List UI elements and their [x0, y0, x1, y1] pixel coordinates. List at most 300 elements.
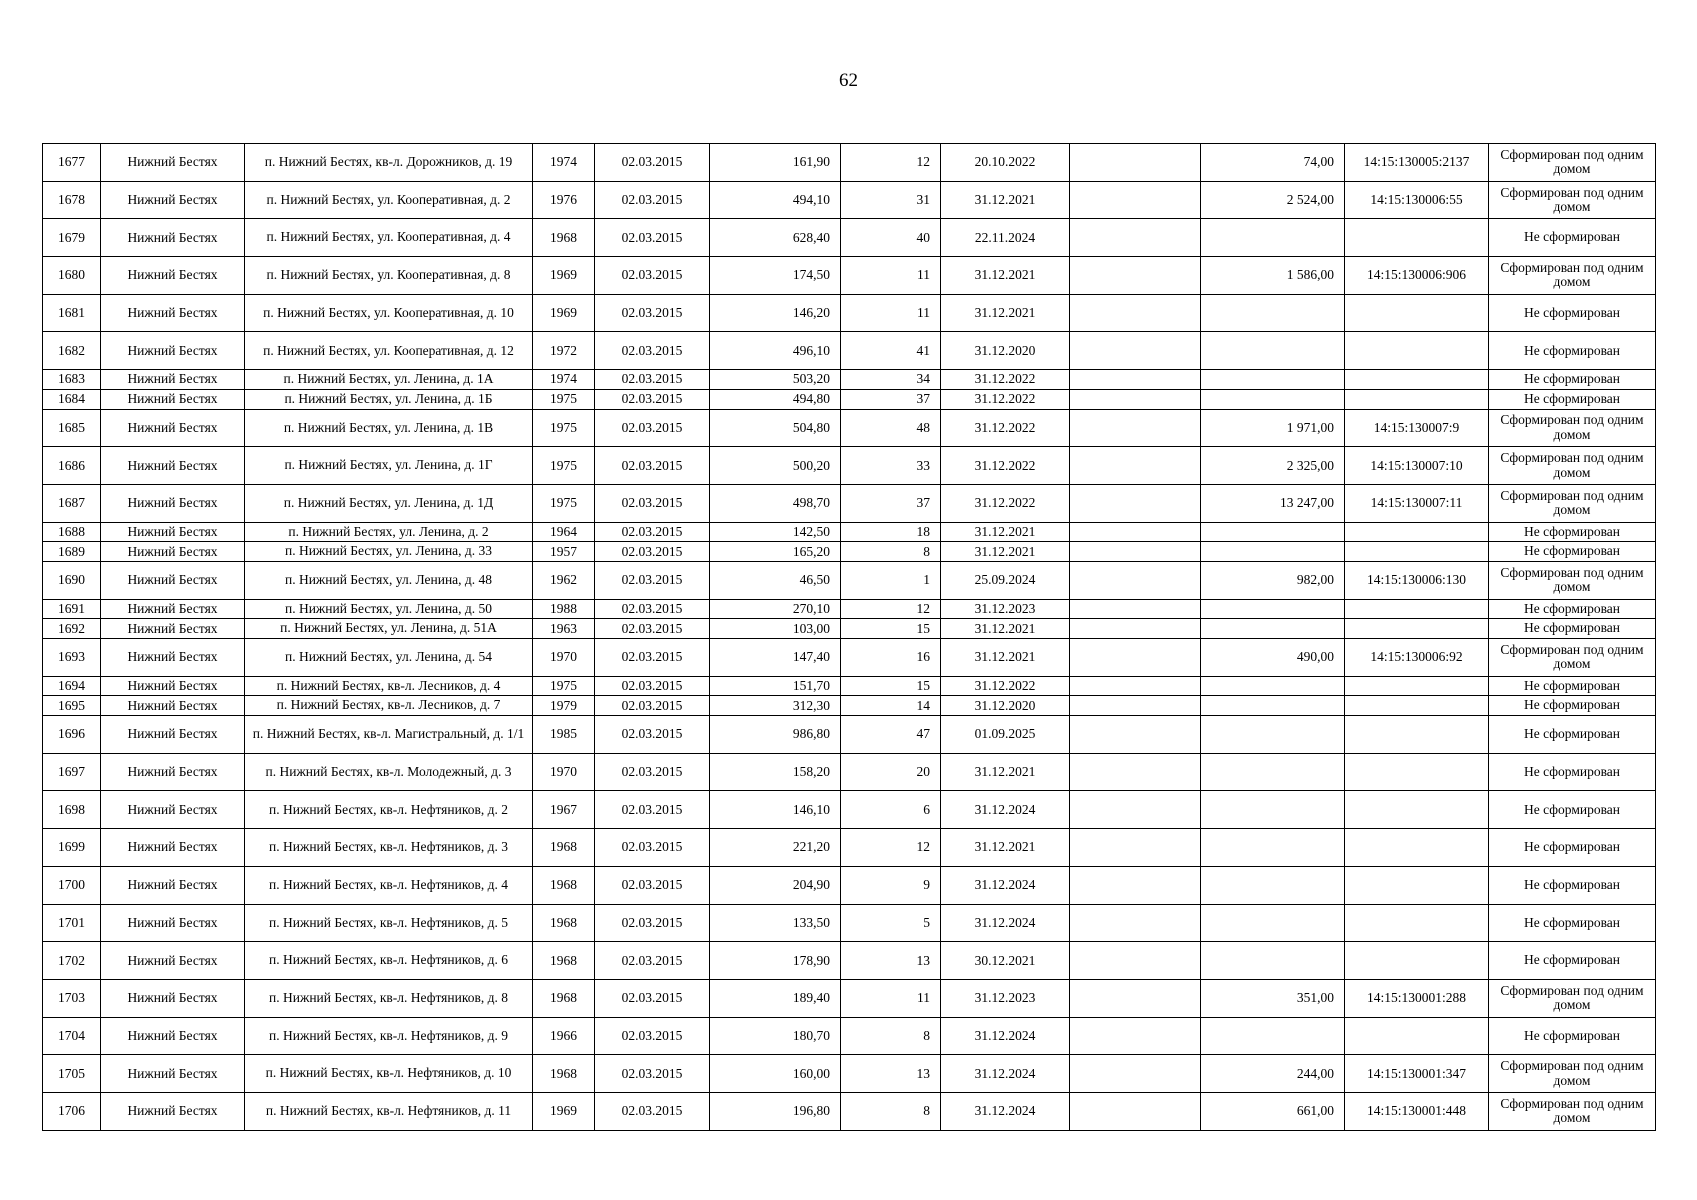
cell-planned-resettlement-date: 31.12.2022	[941, 447, 1070, 485]
cell-row-number: 1706	[43, 1092, 101, 1130]
cell-cadastral-number: 14:15:130006:92	[1345, 639, 1489, 677]
cell-residents: 18	[841, 522, 941, 542]
cell-build-year: 1970	[533, 753, 595, 791]
cell-residents: 15	[841, 619, 941, 639]
cell-planned-resettlement-date: 31.12.2021	[941, 294, 1070, 332]
table-row	[43, 619, 1656, 639]
cell-address: п. Нижний Бестях, кв-л. Нефтяников, д. 11	[245, 1092, 533, 1130]
cell-land-area: 244,00	[1201, 1055, 1345, 1093]
cell-planned-resettlement-date: 31.12.2022	[941, 484, 1070, 522]
cell-residents: 34	[841, 370, 941, 390]
cell-land-area: 1 971,00	[1201, 409, 1345, 447]
cell-row-number: 1699	[43, 829, 101, 867]
cell-planned-resettlement-date: 31.12.2023	[941, 599, 1070, 619]
cell-locality: Нижний Бестях	[101, 219, 245, 257]
cell-recognition-date: 02.03.2015	[595, 181, 710, 219]
cell-actual-resettlement-date	[1070, 753, 1201, 791]
cell-land-status: Не сформирован	[1489, 753, 1656, 791]
cell-actual-resettlement-date	[1070, 370, 1201, 390]
cell-planned-resettlement-date: 31.12.2023	[941, 979, 1070, 1017]
cell-locality: Нижний Бестях	[101, 942, 245, 980]
cell-row-number: 1680	[43, 257, 101, 295]
cell-build-year: 1972	[533, 332, 595, 370]
cell-actual-resettlement-date	[1070, 942, 1201, 980]
cell-row-number: 1698	[43, 791, 101, 829]
cell-address: п. Нижний Бестях, кв-л. Нефтяников, д. 2	[245, 791, 533, 829]
cell-locality: Нижний Бестях	[101, 866, 245, 904]
cell-residents: 8	[841, 542, 941, 562]
cell-locality: Нижний Бестях	[101, 639, 245, 677]
cell-land-status: Сформирован под одним домом	[1489, 1055, 1656, 1093]
cell-locality: Нижний Бестях	[101, 1092, 245, 1130]
cell-recognition-date: 02.03.2015	[595, 409, 710, 447]
cell-recognition-date: 02.03.2015	[595, 676, 710, 696]
cell-planned-resettlement-date: 31.12.2024	[941, 1017, 1070, 1055]
cell-locality: Нижний Бестях	[101, 619, 245, 639]
cell-build-year: 1968	[533, 942, 595, 980]
cell-land-status: Не сформирован	[1489, 370, 1656, 390]
cell-recognition-date: 02.03.2015	[595, 696, 710, 716]
cell-land-status: Сформирован под одним домом	[1489, 144, 1656, 182]
table-row	[43, 753, 1656, 791]
table-row	[43, 904, 1656, 942]
cell-cadastral-number	[1345, 389, 1489, 409]
cell-planned-resettlement-date: 22.11.2024	[941, 219, 1070, 257]
table-row	[43, 1055, 1656, 1093]
cell-build-year: 1988	[533, 599, 595, 619]
cell-land-area	[1201, 904, 1345, 942]
cell-build-year: 1969	[533, 1092, 595, 1130]
cell-locality: Нижний Бестях	[101, 181, 245, 219]
cell-land-status: Не сформирован	[1489, 522, 1656, 542]
cell-land-status: Не сформирован	[1489, 1017, 1656, 1055]
cell-area: 174,50	[710, 257, 841, 295]
cell-land-area: 13 247,00	[1201, 484, 1345, 522]
cell-row-number: 1688	[43, 522, 101, 542]
cell-row-number: 1697	[43, 753, 101, 791]
cell-recognition-date: 02.03.2015	[595, 791, 710, 829]
cell-actual-resettlement-date	[1070, 144, 1201, 182]
cell-locality: Нижний Бестях	[101, 753, 245, 791]
cell-land-status: Не сформирован	[1489, 389, 1656, 409]
cell-row-number: 1700	[43, 866, 101, 904]
table-row	[43, 370, 1656, 390]
cell-address: п. Нижний Бестях, ул. Кооперативная, д. 12	[245, 332, 533, 370]
cell-build-year: 1964	[533, 522, 595, 542]
cell-recognition-date: 02.03.2015	[595, 257, 710, 295]
cell-recognition-date: 02.03.2015	[595, 942, 710, 980]
cell-address: п. Нижний Бестях, ул. Ленина, д. 50	[245, 599, 533, 619]
cell-recognition-date: 02.03.2015	[595, 389, 710, 409]
cell-address: п. Нижний Бестях, ул. Ленина, д. 1Г	[245, 447, 533, 485]
cell-build-year: 1985	[533, 716, 595, 754]
cell-locality: Нижний Бестях	[101, 370, 245, 390]
cell-land-area: 351,00	[1201, 979, 1345, 1017]
cell-land-area	[1201, 542, 1345, 562]
cell-planned-resettlement-date: 31.12.2022	[941, 389, 1070, 409]
cell-actual-resettlement-date	[1070, 829, 1201, 867]
table-row	[43, 791, 1656, 829]
cell-planned-resettlement-date: 31.12.2024	[941, 1055, 1070, 1093]
cell-area: 133,50	[710, 904, 841, 942]
cell-area: 204,90	[710, 866, 841, 904]
cell-recognition-date: 02.03.2015	[595, 716, 710, 754]
table-body	[43, 144, 1656, 1131]
cell-row-number: 1689	[43, 542, 101, 562]
cell-cadastral-number	[1345, 542, 1489, 562]
cell-land-status: Не сформирован	[1489, 294, 1656, 332]
cell-planned-resettlement-date: 31.12.2024	[941, 904, 1070, 942]
table-row	[43, 1017, 1656, 1055]
cell-land-area	[1201, 753, 1345, 791]
cell-recognition-date: 02.03.2015	[595, 1055, 710, 1093]
cell-area: 986,80	[710, 716, 841, 754]
cell-actual-resettlement-date	[1070, 904, 1201, 942]
cell-planned-resettlement-date: 31.12.2021	[941, 829, 1070, 867]
cell-residents: 11	[841, 979, 941, 1017]
cell-address: п. Нижний Бестях, кв-л. Нефтяников, д. 3	[245, 829, 533, 867]
cell-land-area	[1201, 1017, 1345, 1055]
table-row	[43, 409, 1656, 447]
cell-build-year: 1968	[533, 219, 595, 257]
cell-land-status: Сформирован под одним домом	[1489, 639, 1656, 677]
cell-land-status: Не сформирован	[1489, 542, 1656, 562]
table-row	[43, 257, 1656, 295]
cell-cadastral-number	[1345, 1017, 1489, 1055]
table-row	[43, 181, 1656, 219]
cell-land-area	[1201, 942, 1345, 980]
cell-land-area: 661,00	[1201, 1092, 1345, 1130]
table-row	[43, 219, 1656, 257]
cell-address: п. Нижний Бестях, ул. Кооперативная, д. 2	[245, 181, 533, 219]
cell-build-year: 1979	[533, 696, 595, 716]
cell-recognition-date: 02.03.2015	[595, 144, 710, 182]
cell-planned-resettlement-date: 01.09.2025	[941, 716, 1070, 754]
cell-build-year: 1975	[533, 484, 595, 522]
cell-recognition-date: 02.03.2015	[595, 904, 710, 942]
cell-actual-resettlement-date	[1070, 484, 1201, 522]
cell-land-status: Сформирован под одним домом	[1489, 484, 1656, 522]
cell-residents: 12	[841, 829, 941, 867]
cell-land-status: Сформирован под одним домом	[1489, 561, 1656, 599]
cell-planned-resettlement-date: 31.12.2020	[941, 332, 1070, 370]
cell-actual-resettlement-date	[1070, 1092, 1201, 1130]
cell-address: п. Нижний Бестях, кв-л. Магистральный, д. 1/1	[245, 716, 533, 754]
cell-row-number: 1704	[43, 1017, 101, 1055]
cell-actual-resettlement-date	[1070, 791, 1201, 829]
cell-locality: Нижний Бестях	[101, 409, 245, 447]
housing-registry-table	[42, 143, 1656, 1131]
cell-recognition-date: 02.03.2015	[595, 1017, 710, 1055]
cell-actual-resettlement-date	[1070, 676, 1201, 696]
cell-area: 628,40	[710, 219, 841, 257]
cell-build-year: 1975	[533, 409, 595, 447]
cell-locality: Нижний Бестях	[101, 294, 245, 332]
cell-planned-resettlement-date: 31.12.2022	[941, 370, 1070, 390]
cell-locality: Нижний Бестях	[101, 904, 245, 942]
cell-build-year: 1969	[533, 257, 595, 295]
cell-address: п. Нижний Бестях, кв-л. Дорожников, д. 19	[245, 144, 533, 182]
cell-residents: 33	[841, 447, 941, 485]
table-row	[43, 542, 1656, 562]
cell-cadastral-number	[1345, 829, 1489, 867]
cell-row-number: 1695	[43, 696, 101, 716]
table-row	[43, 561, 1656, 599]
cell-cadastral-number	[1345, 791, 1489, 829]
cell-planned-resettlement-date: 31.12.2024	[941, 1092, 1070, 1130]
cell-planned-resettlement-date: 31.12.2021	[941, 257, 1070, 295]
cell-cadastral-number	[1345, 676, 1489, 696]
cell-actual-resettlement-date	[1070, 447, 1201, 485]
cell-residents: 12	[841, 599, 941, 619]
cell-land-area: 982,00	[1201, 561, 1345, 599]
cell-actual-resettlement-date	[1070, 294, 1201, 332]
cell-address: п. Нижний Бестях, ул. Кооперативная, д. 8	[245, 257, 533, 295]
cell-recognition-date: 02.03.2015	[595, 370, 710, 390]
cell-cadastral-number	[1345, 599, 1489, 619]
cell-actual-resettlement-date	[1070, 181, 1201, 219]
cell-build-year: 1968	[533, 979, 595, 1017]
cell-residents: 12	[841, 144, 941, 182]
cell-recognition-date: 02.03.2015	[595, 542, 710, 562]
cell-land-status: Не сформирован	[1489, 619, 1656, 639]
cell-land-area: 74,00	[1201, 144, 1345, 182]
cell-land-area	[1201, 294, 1345, 332]
cell-locality: Нижний Бестях	[101, 599, 245, 619]
cell-row-number: 1679	[43, 219, 101, 257]
cell-land-area	[1201, 676, 1345, 696]
cell-area: 504,80	[710, 409, 841, 447]
cell-residents: 20	[841, 753, 941, 791]
cell-row-number: 1692	[43, 619, 101, 639]
cell-locality: Нижний Бестях	[101, 791, 245, 829]
cell-build-year: 1968	[533, 866, 595, 904]
cell-recognition-date: 02.03.2015	[595, 484, 710, 522]
cell-actual-resettlement-date	[1070, 409, 1201, 447]
cell-land-status: Не сформирован	[1489, 676, 1656, 696]
cell-residents: 14	[841, 696, 941, 716]
cell-actual-resettlement-date	[1070, 389, 1201, 409]
cell-actual-resettlement-date	[1070, 716, 1201, 754]
cell-cadastral-number	[1345, 904, 1489, 942]
cell-area: 46,50	[710, 561, 841, 599]
cell-build-year: 1968	[533, 1055, 595, 1093]
cell-address: п. Нижний Бестях, ул. Кооперативная, д. 10	[245, 294, 533, 332]
cell-address: п. Нижний Бестях, ул. Ленина, д. 54	[245, 639, 533, 677]
cell-actual-resettlement-date	[1070, 619, 1201, 639]
table-row	[43, 484, 1656, 522]
cell-land-area	[1201, 716, 1345, 754]
cell-area: 146,10	[710, 791, 841, 829]
cell-land-status: Не сформирован	[1489, 866, 1656, 904]
cell-locality: Нижний Бестях	[101, 447, 245, 485]
cell-cadastral-number	[1345, 370, 1489, 390]
cell-land-area	[1201, 829, 1345, 867]
cell-address: п. Нижний Бестях, кв-л. Нефтяников, д. 9	[245, 1017, 533, 1055]
table-row	[43, 599, 1656, 619]
cell-recognition-date: 02.03.2015	[595, 619, 710, 639]
cell-address: п. Нижний Бестях, ул. Ленина, д. 1А	[245, 370, 533, 390]
cell-residents: 13	[841, 1055, 941, 1093]
cell-planned-resettlement-date: 31.12.2021	[941, 753, 1070, 791]
cell-area: 189,40	[710, 979, 841, 1017]
cell-row-number: 1703	[43, 979, 101, 1017]
cell-row-number: 1702	[43, 942, 101, 980]
cell-land-area	[1201, 619, 1345, 639]
cell-address: п. Нижний Бестях, ул. Ленина, д. 51А	[245, 619, 533, 639]
table-row	[43, 389, 1656, 409]
cell-build-year: 1976	[533, 181, 595, 219]
cell-area: 196,80	[710, 1092, 841, 1130]
cell-land-status: Сформирован под одним домом	[1489, 181, 1656, 219]
cell-planned-resettlement-date: 30.12.2021	[941, 942, 1070, 980]
cell-build-year: 1963	[533, 619, 595, 639]
cell-build-year: 1975	[533, 676, 595, 696]
table-row	[43, 716, 1656, 754]
cell-area: 494,10	[710, 181, 841, 219]
table-row	[43, 332, 1656, 370]
table-row	[43, 522, 1656, 542]
cell-address: п. Нижний Бестях, кв-л. Нефтяников, д. 5	[245, 904, 533, 942]
cell-area: 180,70	[710, 1017, 841, 1055]
cell-residents: 1	[841, 561, 941, 599]
cell-build-year: 1974	[533, 144, 595, 182]
cell-locality: Нижний Бестях	[101, 542, 245, 562]
cell-locality: Нижний Бестях	[101, 484, 245, 522]
cell-land-status: Сформирован под одним домом	[1489, 257, 1656, 295]
cell-planned-resettlement-date: 31.12.2022	[941, 409, 1070, 447]
cell-row-number: 1687	[43, 484, 101, 522]
cell-planned-resettlement-date: 20.10.2022	[941, 144, 1070, 182]
cell-locality: Нижний Бестях	[101, 144, 245, 182]
cell-locality: Нижний Бестях	[101, 716, 245, 754]
cell-land-status: Не сформирован	[1489, 219, 1656, 257]
cell-residents: 48	[841, 409, 941, 447]
cell-land-area	[1201, 599, 1345, 619]
cell-recognition-date: 02.03.2015	[595, 1092, 710, 1130]
cell-cadastral-number: 14:15:130007:10	[1345, 447, 1489, 485]
table-row	[43, 676, 1656, 696]
cell-cadastral-number: 14:15:130007:11	[1345, 484, 1489, 522]
cell-land-area: 2 325,00	[1201, 447, 1345, 485]
cell-locality: Нижний Бестях	[101, 829, 245, 867]
cell-address: п. Нижний Бестях, ул. Ленина, д. 2	[245, 522, 533, 542]
cell-address: п. Нижний Бестях, кв-л. Лесников, д. 7	[245, 696, 533, 716]
cell-build-year: 1975	[533, 447, 595, 485]
table-row	[43, 447, 1656, 485]
table-row	[43, 696, 1656, 716]
cell-land-area	[1201, 370, 1345, 390]
cell-build-year: 1974	[533, 370, 595, 390]
cell-cadastral-number: 14:15:130005:2137	[1345, 144, 1489, 182]
cell-residents: 8	[841, 1092, 941, 1130]
cell-row-number: 1705	[43, 1055, 101, 1093]
cell-row-number: 1678	[43, 181, 101, 219]
cell-residents: 15	[841, 676, 941, 696]
cell-land-status: Сформирован под одним домом	[1489, 1092, 1656, 1130]
cell-locality: Нижний Бестях	[101, 257, 245, 295]
cell-cadastral-number: 14:15:130001:448	[1345, 1092, 1489, 1130]
cell-address: п. Нижний Бестях, кв-л. Нефтяников, д. 4	[245, 866, 533, 904]
cell-recognition-date: 02.03.2015	[595, 561, 710, 599]
cell-cadastral-number	[1345, 716, 1489, 754]
table-row	[43, 979, 1656, 1017]
cell-land-status: Не сформирован	[1489, 829, 1656, 867]
cell-actual-resettlement-date	[1070, 696, 1201, 716]
cell-build-year: 1968	[533, 829, 595, 867]
cell-land-area	[1201, 332, 1345, 370]
cell-residents: 16	[841, 639, 941, 677]
cell-cadastral-number: 14:15:130001:347	[1345, 1055, 1489, 1093]
cell-area: 500,20	[710, 447, 841, 485]
cell-actual-resettlement-date	[1070, 979, 1201, 1017]
cell-actual-resettlement-date	[1070, 561, 1201, 599]
cell-actual-resettlement-date	[1070, 542, 1201, 562]
cell-locality: Нижний Бестях	[101, 1055, 245, 1093]
cell-cadastral-number: 14:15:130006:55	[1345, 181, 1489, 219]
cell-area: 142,50	[710, 522, 841, 542]
cell-land-area: 490,00	[1201, 639, 1345, 677]
cell-land-status: Не сформирован	[1489, 791, 1656, 829]
cell-land-status: Не сформирован	[1489, 599, 1656, 619]
cell-area: 161,90	[710, 144, 841, 182]
cell-row-number: 1691	[43, 599, 101, 619]
cell-area: 160,00	[710, 1055, 841, 1093]
cell-residents: 40	[841, 219, 941, 257]
cell-area: 158,20	[710, 753, 841, 791]
cell-actual-resettlement-date	[1070, 257, 1201, 295]
table-row	[43, 1092, 1656, 1130]
table-row	[43, 294, 1656, 332]
cell-row-number: 1684	[43, 389, 101, 409]
cell-cadastral-number	[1345, 866, 1489, 904]
cell-row-number: 1685	[43, 409, 101, 447]
cell-area: 503,20	[710, 370, 841, 390]
cell-recognition-date: 02.03.2015	[595, 219, 710, 257]
cell-area: 103,00	[710, 619, 841, 639]
cell-planned-resettlement-date: 31.12.2022	[941, 676, 1070, 696]
cell-area: 312,30	[710, 696, 841, 716]
cell-planned-resettlement-date: 31.12.2021	[941, 181, 1070, 219]
cell-land-status: Не сформирован	[1489, 696, 1656, 716]
cell-recognition-date: 02.03.2015	[595, 639, 710, 677]
cell-actual-resettlement-date	[1070, 639, 1201, 677]
cell-address: п. Нижний Бестях, ул. Ленина, д. 1Д	[245, 484, 533, 522]
cell-address: п. Нижний Бестях, кв-л. Нефтяников, д. 8	[245, 979, 533, 1017]
cell-locality: Нижний Бестях	[101, 1017, 245, 1055]
cell-land-area	[1201, 866, 1345, 904]
cell-area: 165,20	[710, 542, 841, 562]
cell-build-year: 1967	[533, 791, 595, 829]
cell-residents: 13	[841, 942, 941, 980]
cell-recognition-date: 02.03.2015	[595, 753, 710, 791]
page-number: 62	[839, 70, 858, 91]
cell-actual-resettlement-date	[1070, 599, 1201, 619]
cell-land-status: Не сформирован	[1489, 716, 1656, 754]
cell-actual-resettlement-date	[1070, 219, 1201, 257]
cell-area: 178,90	[710, 942, 841, 980]
cell-actual-resettlement-date	[1070, 522, 1201, 542]
cell-land-area: 1 586,00	[1201, 257, 1345, 295]
cell-land-area	[1201, 389, 1345, 409]
cell-locality: Нижний Бестях	[101, 561, 245, 599]
cell-land-area: 2 524,00	[1201, 181, 1345, 219]
cell-address: п. Нижний Бестях, кв-л. Лесников, д. 4	[245, 676, 533, 696]
cell-build-year: 1966	[533, 1017, 595, 1055]
cell-address: п. Нижний Бестях, кв-л. Нефтяников, д. 6	[245, 942, 533, 980]
cell-land-area	[1201, 791, 1345, 829]
cell-area: 496,10	[710, 332, 841, 370]
